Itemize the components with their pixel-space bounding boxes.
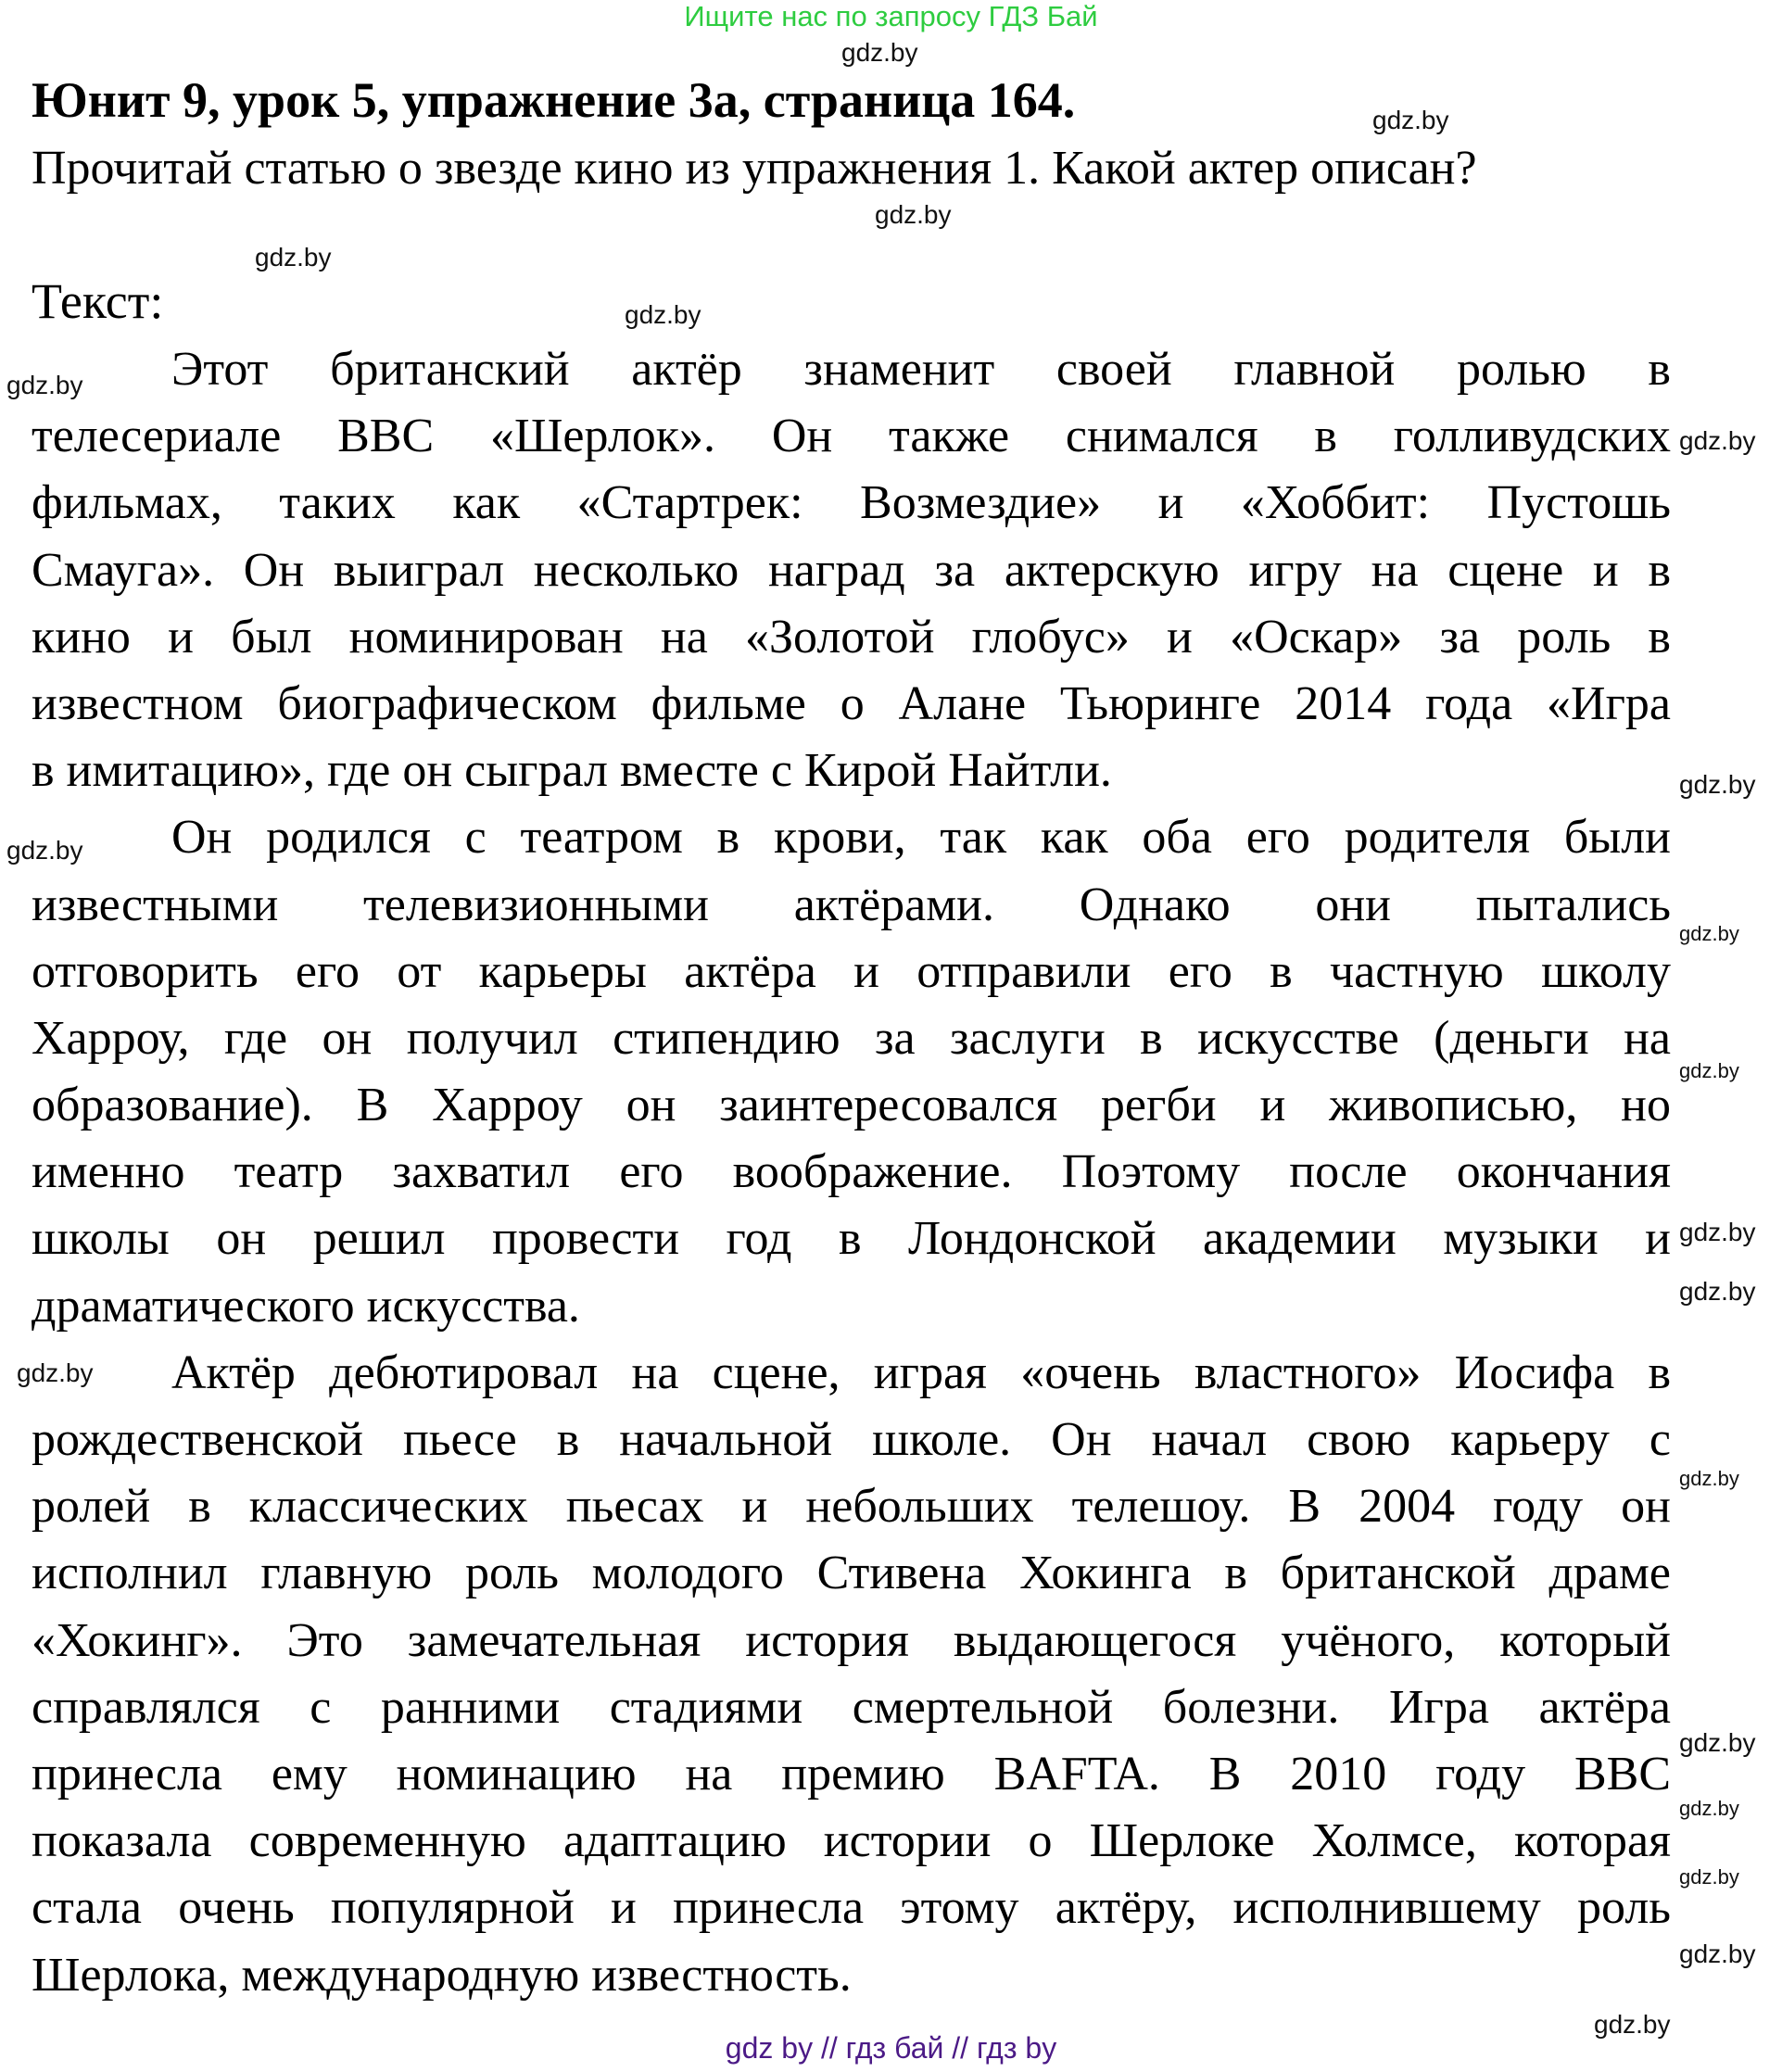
watermark: gdz.by: [1594, 2010, 1671, 2039]
watermark: gdz.by: [1679, 1728, 1756, 1757]
watermark: gdz.by: [17, 1358, 94, 1387]
text-line: принесла ему номинацию на премию BAFTA. В 2010 году BBC: [32, 1747, 1671, 1800]
text-line: Харроу, где он получил стипендию за заслуги в искусстве (деньги на: [32, 1011, 1671, 1065]
watermark: gdz.by: [875, 200, 952, 229]
text-line: школы он решил провести год в Лондонской академии музыки и: [32, 1212, 1671, 1266]
text-line: показала современную адаптацию истории о Шерлоке Холмсе, которая: [32, 1814, 1671, 1868]
text-line: драматического искусства.: [32, 1279, 580, 1333]
text-line: известными телевизионными актёрами. Однако они пытались: [32, 878, 1671, 931]
watermark: gdz.by: [1679, 1797, 1739, 1820]
text-line: образование). В Харроу он заинтересовался регби и живописью, но: [32, 1079, 1671, 1132]
watermark: gdz.by: [1679, 1218, 1756, 1246]
search-hint-banner: Ищите нас по запросу ГДЗ Бай: [684, 0, 1098, 32]
text-line: Актёр дебютировал на сцене, играя «очень властного» Иосифа в: [171, 1346, 1671, 1399]
watermark: gdz.by: [1679, 1865, 1739, 1889]
text-line: исполнил главную роль молодого Стивена Хокинга в британской драме: [32, 1547, 1671, 1600]
text-line: Он родился с театром в крови, так как оба его родителя были: [171, 811, 1671, 865]
watermark: gdz.by: [1372, 106, 1449, 134]
text-label: Текст:: [32, 273, 164, 329]
watermark: gdz.by: [1679, 1939, 1756, 1968]
text-line: отговорить его от карьеры актёра и отправили его в частную школу: [32, 944, 1671, 998]
article-text: [32, 336, 1671, 2009]
text-line: рождественской пьесе в начальной школе. Он начал свою карьеру с: [32, 1413, 1671, 1466]
watermark: gdz.by: [841, 38, 918, 67]
watermark: gdz.by: [6, 371, 83, 399]
watermark: gdz.by: [625, 300, 701, 329]
watermark: gdz.by: [6, 836, 83, 865]
text-line: справлялся с ранними стадиями смертельной болезни. Игра актёра: [32, 1680, 1671, 1734]
text-line: именно театр захватил его воображение. Поэтому после окончания: [32, 1145, 1671, 1199]
watermark: gdz.by: [1679, 770, 1756, 799]
page-title: Юнит 9, урок 5, упражнение 3а, страница 164.: [32, 72, 1076, 128]
text-line: «Хокинг». Это замечательная история выдающегося учёного, который: [32, 1613, 1671, 1667]
text-line: стала очень популярной и принесла этому актёру, исполнившему роль: [32, 1881, 1671, 1935]
watermark: gdz.by: [1679, 1059, 1739, 1082]
watermark: gdz.by: [1679, 426, 1756, 455]
exercise-task: Прочитай статью о звезде кино из упражнения 1. Какой актер описан?: [32, 142, 1477, 195]
text-line: ролей в классических пьесах и небольших телешоу. В 2004 году он: [32, 1480, 1671, 1534]
footer-links: gdz by // гдз бай // гдз by: [725, 2031, 1057, 2065]
text-line: Смауга». Он выиграл несколько наград за актерскую игру на сцене и в: [32, 543, 1671, 597]
text-line: в имитацию», где он сыграл вместе с Кирой Найтли.: [32, 744, 1112, 798]
text-line: Шерлока, международную известность.: [32, 1948, 852, 2002]
text-line: Этот британский актёр знаменит своей главной ролью в: [171, 343, 1671, 396]
text-line: телесериале BBC «Шерлок». Он также снимался в голливудских: [32, 410, 1671, 463]
watermark: gdz.by: [1679, 1277, 1756, 1306]
watermark: gdz.by: [1679, 922, 1739, 945]
text-line: известном биографическом фильме о Алане Тьюринге 2014 года «Игра: [32, 676, 1671, 730]
watermark: gdz.by: [1679, 1467, 1739, 1490]
watermark: gdz.by: [255, 243, 332, 272]
text-line: кино и был номинирован на «Золотой глобус» и «Оскар» за роль в: [32, 610, 1671, 663]
text-line: фильмах, таких как «Стартрек: Возмездие» и «Хоббит: Пустошь: [32, 476, 1671, 530]
